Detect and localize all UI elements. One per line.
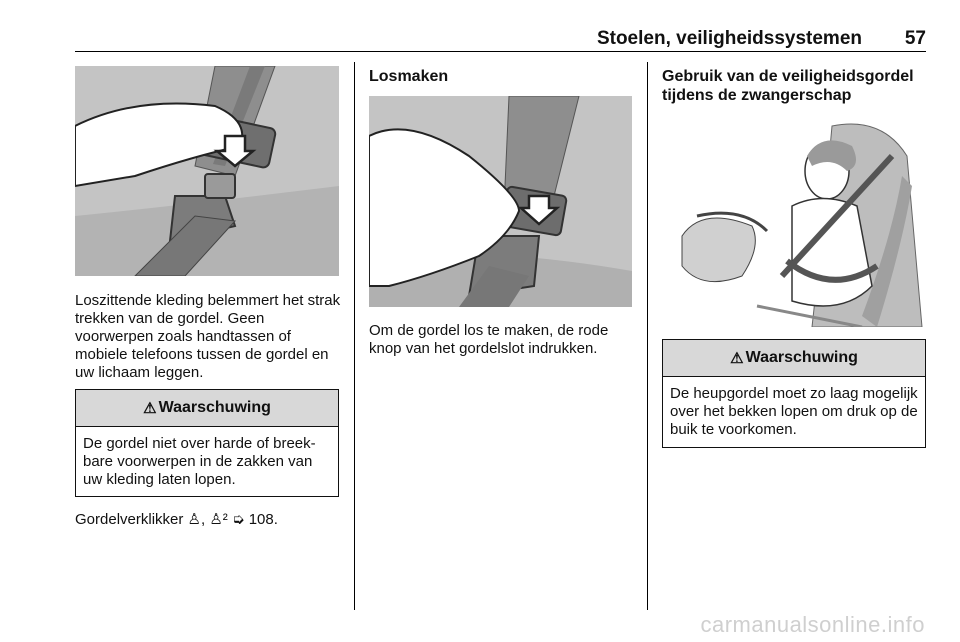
warning-triangle-icon: ⚠ xyxy=(730,350,744,367)
arrow-reference-icon: ➭ xyxy=(231,511,245,528)
header-rule xyxy=(75,51,926,52)
heading-losmaken: Losmaken xyxy=(369,68,449,85)
page-number: 57 xyxy=(904,28,926,49)
warning-text: De heupgordel moet zo laag mogelijk over het bekken lopen om druk op de buik te voorkomen. xyxy=(670,385,918,438)
seatbelt-reminder-icon: ♙² xyxy=(209,511,228,528)
belt-tightness-paragraph: Loszittende kleding belemmert het strak trekken van de gordel. Geen voorwerpen zoals handtassen of mobiele telefoons tussen de gordel en uw lichaam leggen. xyxy=(75,292,341,381)
watermark: carmanualsonline.info xyxy=(700,612,925,637)
belt-reminder-reference xyxy=(75,511,343,529)
column-divider xyxy=(647,62,648,610)
heading-pregnancy: Gebruik van de veiligheidsgordel tijdens de zwangerschap xyxy=(662,68,914,104)
warning-header xyxy=(663,340,925,377)
warning-header xyxy=(76,390,338,427)
seatbelt-reminder-icon: ♙ xyxy=(187,511,201,528)
belt-buckle-illustration xyxy=(75,66,339,276)
section-title: Stoelen, veiligheidssystemen xyxy=(596,28,862,49)
warning-box-pregnancy xyxy=(662,339,926,448)
belt-release-illustration xyxy=(369,96,632,307)
release-paragraph: Om de gordel los te maken, de rode knop van het gordelslot indrukken. xyxy=(369,322,609,357)
reference-page: 108. xyxy=(248,511,278,528)
warning-triangle-icon: ⚠ xyxy=(143,400,157,417)
warning-text: De gordel niet over harde of breek-bare voorwerpen in de zakken van uw kleding laten lopen. xyxy=(83,435,316,488)
warning-title: Waarschuwing xyxy=(158,399,271,416)
column-divider xyxy=(354,62,355,610)
page-header xyxy=(75,28,926,50)
reference-label: Gordelverklikker xyxy=(75,511,184,528)
warning-title: Waarschuwing xyxy=(745,349,858,366)
warning-box xyxy=(75,389,339,497)
reference-separator: , xyxy=(201,511,206,528)
pregnant-driver-illustration xyxy=(662,116,926,327)
